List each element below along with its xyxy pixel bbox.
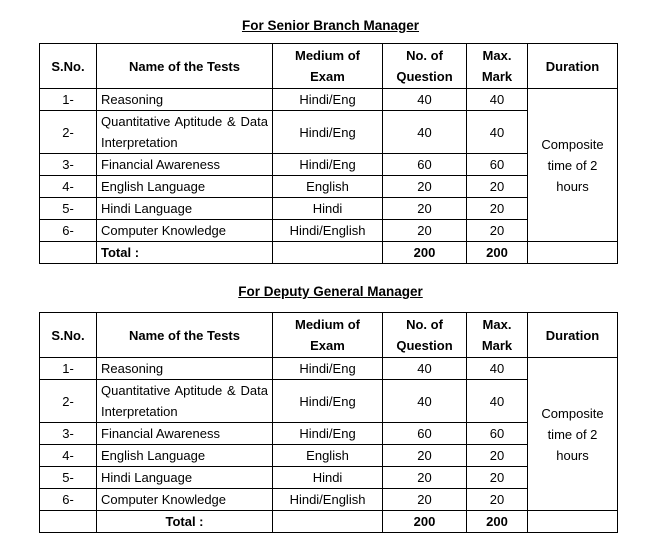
total-row (40, 242, 618, 264)
cell-sno: 4- (40, 445, 97, 467)
cell-marks: 40 (467, 111, 528, 154)
cell-sno: 5- (40, 198, 97, 220)
cell-test-name: Reasoning (97, 358, 273, 380)
cell-test-name: English Language (97, 445, 273, 467)
exam-pattern-table-deputy-general-manager (39, 312, 618, 533)
cell-test-name: Hindi Language (97, 198, 273, 220)
cell-medium: English (273, 176, 383, 198)
cell-medium: English (273, 445, 383, 467)
col-header-sno: S.No. (40, 44, 97, 89)
col-header-marks: Max. Mark (467, 44, 528, 89)
cell-empty (528, 242, 618, 264)
total-row (40, 511, 618, 533)
col-header-questions: No. of Question (383, 313, 467, 358)
cell-sno: 2- (40, 380, 97, 423)
table-header-row (40, 44, 618, 89)
cell-empty (273, 242, 383, 264)
cell-questions: 40 (383, 89, 467, 111)
cell-questions: 20 (383, 445, 467, 467)
cell-questions: 40 (383, 111, 467, 154)
cell-medium: Hindi/Eng (273, 423, 383, 445)
cell-marks: 40 (467, 380, 528, 423)
cell-duration: Composite time of 2 hours (528, 89, 618, 242)
cell-test-name: Reasoning (97, 89, 273, 111)
cell-medium: Hindi/Eng (273, 380, 383, 423)
col-header-duration: Duration (528, 313, 618, 358)
col-header-name: Name of the Tests (97, 313, 273, 358)
col-header-sno: S.No. (40, 313, 97, 358)
col-header-name: Name of the Tests (97, 44, 273, 89)
cell-empty (528, 511, 618, 533)
total-questions: 200 (383, 511, 467, 533)
table-header-row (40, 313, 618, 358)
total-label: Total : (97, 242, 273, 264)
cell-sno: 3- (40, 154, 97, 176)
table-row (40, 89, 618, 111)
cell-questions: 20 (383, 467, 467, 489)
cell-sno: 4- (40, 176, 97, 198)
cell-test-name: Quantitative Aptitude & Data Interpretation (97, 111, 273, 154)
cell-questions: 40 (383, 380, 467, 423)
cell-sno: 1- (40, 89, 97, 111)
total-questions: 200 (383, 242, 467, 264)
cell-test-name: English Language (97, 176, 273, 198)
cell-test-name: Financial Awareness (97, 154, 273, 176)
col-header-duration: Duration (528, 44, 618, 89)
cell-marks: 60 (467, 423, 528, 445)
cell-questions: 20 (383, 220, 467, 242)
col-header-medium: Medium of Exam (273, 313, 383, 358)
cell-marks: 20 (467, 176, 528, 198)
cell-test-name: Quantitative Aptitude & Data Interpretation (97, 380, 273, 423)
table-heading-senior-branch-manager: For Senior Branch Manager (241, 18, 420, 33)
cell-sno: 2- (40, 111, 97, 154)
cell-questions: 20 (383, 198, 467, 220)
col-header-marks: Max. Mark (467, 313, 528, 358)
cell-marks: 60 (467, 154, 528, 176)
cell-empty (40, 242, 97, 264)
cell-questions: 40 (383, 358, 467, 380)
table-row (40, 358, 618, 380)
cell-sno: 6- (40, 220, 97, 242)
cell-empty (273, 511, 383, 533)
cell-sno: 1- (40, 358, 97, 380)
cell-marks: 20 (467, 220, 528, 242)
total-label: Total : (97, 511, 273, 533)
cell-questions: 60 (383, 154, 467, 176)
col-header-questions: No. of Question (383, 44, 467, 89)
cell-questions: 20 (383, 176, 467, 198)
cell-medium: Hindi (273, 198, 383, 220)
total-marks: 200 (467, 511, 528, 533)
cell-questions: 20 (383, 489, 467, 511)
cell-test-name: Hindi Language (97, 467, 273, 489)
cell-duration: Composite time of 2 hours (528, 358, 618, 511)
cell-medium: Hindi (273, 467, 383, 489)
cell-sno: 6- (40, 489, 97, 511)
cell-marks: 20 (467, 198, 528, 220)
cell-medium: Hindi/Eng (273, 358, 383, 380)
cell-empty (40, 511, 97, 533)
cell-test-name: Computer Knowledge (97, 220, 273, 242)
cell-medium: Hindi/English (273, 489, 383, 511)
total-marks: 200 (467, 242, 528, 264)
cell-marks: 40 (467, 358, 528, 380)
cell-questions: 60 (383, 423, 467, 445)
cell-medium: Hindi/Eng (273, 154, 383, 176)
cell-marks: 40 (467, 89, 528, 111)
exam-pattern-table-senior-branch-manager (39, 43, 618, 264)
cell-test-name: Computer Knowledge (97, 489, 273, 511)
cell-medium: Hindi/Eng (273, 89, 383, 111)
cell-sno: 5- (40, 467, 97, 489)
cell-marks: 20 (467, 445, 528, 467)
cell-marks: 20 (467, 489, 528, 511)
cell-marks: 20 (467, 467, 528, 489)
cell-medium: Hindi/Eng (273, 111, 383, 154)
table-heading-deputy-general-manager: For Deputy General Manager (238, 284, 423, 299)
col-header-medium: Medium of Exam (273, 44, 383, 89)
cell-medium: Hindi/English (273, 220, 383, 242)
cell-sno: 3- (40, 423, 97, 445)
cell-test-name: Financial Awareness (97, 423, 273, 445)
